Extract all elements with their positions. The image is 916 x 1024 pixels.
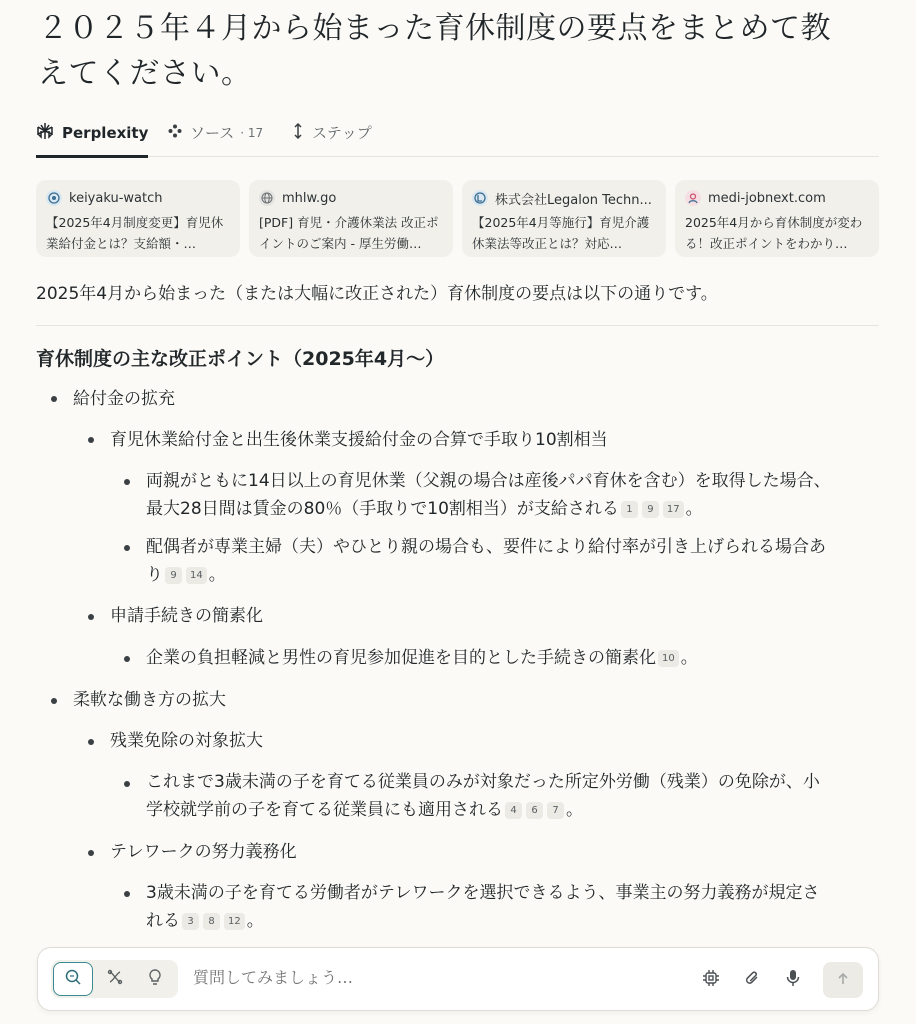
answer-intro: 2025年4月から始まった（または大幅に改正された）育休制度の要点は以下の通りです。 xyxy=(36,284,718,304)
citation-badge[interactable]: 6 xyxy=(526,802,543,819)
labs-mode-button[interactable] xyxy=(135,962,175,996)
source-site: keiyaku-watch xyxy=(69,190,163,206)
period: 。 xyxy=(246,911,264,931)
perplexity-logo-icon xyxy=(36,122,54,144)
citation-badge[interactable]: 14 xyxy=(186,567,207,584)
section-heading: 育休制度の主な改正ポイント（2025年4月〜） xyxy=(36,348,445,370)
keiyaku-watch-favicon-icon xyxy=(46,190,62,206)
chip-icon xyxy=(702,969,720,991)
bullet xyxy=(51,698,57,704)
legalon-favicon-icon xyxy=(472,190,488,206)
list-item: 申請手続きの簡素化 xyxy=(110,606,263,626)
tab-label: ステップ xyxy=(312,124,372,142)
research-icon xyxy=(106,968,124,990)
citation-badge[interactable]: 10 xyxy=(658,650,679,667)
source-cards xyxy=(36,180,879,257)
medi-jobnext-favicon-icon xyxy=(685,190,701,206)
period: 。 xyxy=(680,648,698,668)
list-item-cont xyxy=(146,906,264,936)
period: 。 xyxy=(208,565,226,585)
bullet xyxy=(124,656,130,662)
citation-badge[interactable]: 4 xyxy=(505,802,522,819)
source-title: 【2025年4月制度変更】育児休業給付金とは？支給額・… xyxy=(46,215,224,251)
list-item-text: れる xyxy=(146,911,180,931)
citation-badge[interactable]: 7 xyxy=(547,802,564,819)
bullet xyxy=(88,614,94,620)
bullet xyxy=(88,850,94,856)
list-item: 給付金の拡充 xyxy=(73,389,175,409)
source-title: 【2025年4月等施行】育児介護休業法等改正とは？対応… xyxy=(472,215,650,251)
globe-icon xyxy=(259,190,275,206)
list-item: 3歳未満の子を育てる労働者がテレワークを選択できるよう、事業主の努力義務が規定さ xyxy=(146,883,820,903)
answer-tabs xyxy=(36,108,879,157)
research-mode-button[interactable] xyxy=(95,962,135,996)
attach-button[interactable] xyxy=(740,968,764,992)
source-card[interactable] xyxy=(249,180,453,257)
source-title: [PDF] 育児・介護休業法 改正ポイントのご案内 - 厚生労働… xyxy=(259,215,439,251)
bullet xyxy=(124,891,130,897)
labs-icon xyxy=(147,968,163,990)
citation-badge[interactable]: 8 xyxy=(203,913,220,930)
list-item: テレワークの努力義務化 xyxy=(110,842,297,862)
citation-badge[interactable]: 1 xyxy=(621,501,638,518)
model-chip-button[interactable] xyxy=(699,968,723,992)
tab-label: ソース xyxy=(190,124,235,142)
list-item: 残業免除の対象拡大 xyxy=(110,731,263,751)
steps-icon xyxy=(292,123,304,143)
list-item-text: り xyxy=(146,565,163,585)
search-icon xyxy=(64,968,82,990)
list-item: 両親がともに14日以上の育児休業（父親の場合は産後パパ育休を含む）を取得した場合、 xyxy=(146,471,831,491)
citation-badge[interactable]: 17 xyxy=(663,501,684,518)
ask-input-bar xyxy=(37,947,879,1011)
source-card[interactable] xyxy=(36,180,240,257)
bullet xyxy=(88,437,94,443)
list-item-cont xyxy=(146,494,703,524)
citation-badge[interactable]: 12 xyxy=(224,913,245,930)
voice-input-button[interactable] xyxy=(781,968,805,992)
microphone-icon xyxy=(785,969,801,991)
list-item: これまで3歳未満の子を育てる従業員のみが対象だった所定外労働（残業）の免除が、小 xyxy=(146,772,820,792)
search-mode-button[interactable] xyxy=(53,962,93,996)
source-title: 2025年4月から育休制度が変わる！改正ポイントをわかり… xyxy=(685,215,863,251)
bullet xyxy=(88,739,94,745)
list-item-cont xyxy=(146,795,583,825)
sources-icon xyxy=(168,124,182,142)
period: 。 xyxy=(685,499,703,519)
list-item: 配偶者が専業主婦（夫）やひとり親の場合も、要件により給付率が引き上げられる場合あ xyxy=(146,537,826,557)
list-item: 柔軟な働き方の拡大 xyxy=(73,690,226,710)
bullet xyxy=(124,545,130,551)
tab-perplexity[interactable] xyxy=(36,108,148,157)
list-item-text: 学校就学前の子を育てる従業員にも適用される xyxy=(146,800,503,820)
source-card[interactable] xyxy=(462,180,666,257)
list-item-cont xyxy=(146,643,698,673)
ask-input[interactable] xyxy=(193,968,673,987)
source-site: medi-jobnext.com xyxy=(708,190,826,206)
citation-badge[interactable]: 9 xyxy=(642,501,659,518)
source-site: 株式会社Legalon Techn... xyxy=(495,192,652,207)
list-item-text: 最大28日間は賃金の80％（手取りで10割相当）が支給される xyxy=(146,499,619,519)
submit-button[interactable] xyxy=(823,962,863,998)
paperclip-icon xyxy=(743,969,761,991)
list-item: 育児休業給付金と出生後休業支援給付金の合算で手取り10割相当 xyxy=(110,430,608,450)
citation-badge[interactable]: 9 xyxy=(165,567,182,584)
source-card[interactable] xyxy=(675,180,879,257)
list-item-text: 企業の負担軽減と男性の育児参加促進を目的とした手続きの簡素化 xyxy=(146,648,656,668)
source-site: mhlw.go xyxy=(282,190,337,206)
tab-sources[interactable] xyxy=(168,108,263,157)
list-item-cont xyxy=(146,560,226,590)
bullet xyxy=(124,781,130,787)
bullet xyxy=(51,396,57,402)
arrow-up-icon xyxy=(836,971,850,990)
mode-switcher xyxy=(51,960,178,998)
page-title: ２０２５年４月から始まった育休制度の要点をまとめて教えてください。 xyxy=(38,11,831,91)
bullet xyxy=(124,479,130,485)
source-count: · 17 xyxy=(240,125,264,140)
divider xyxy=(36,325,879,326)
tab-label: Perplexity xyxy=(62,123,149,142)
citation-badge[interactable]: 3 xyxy=(182,913,199,930)
tab-steps[interactable] xyxy=(292,108,372,157)
period: 。 xyxy=(566,800,583,820)
